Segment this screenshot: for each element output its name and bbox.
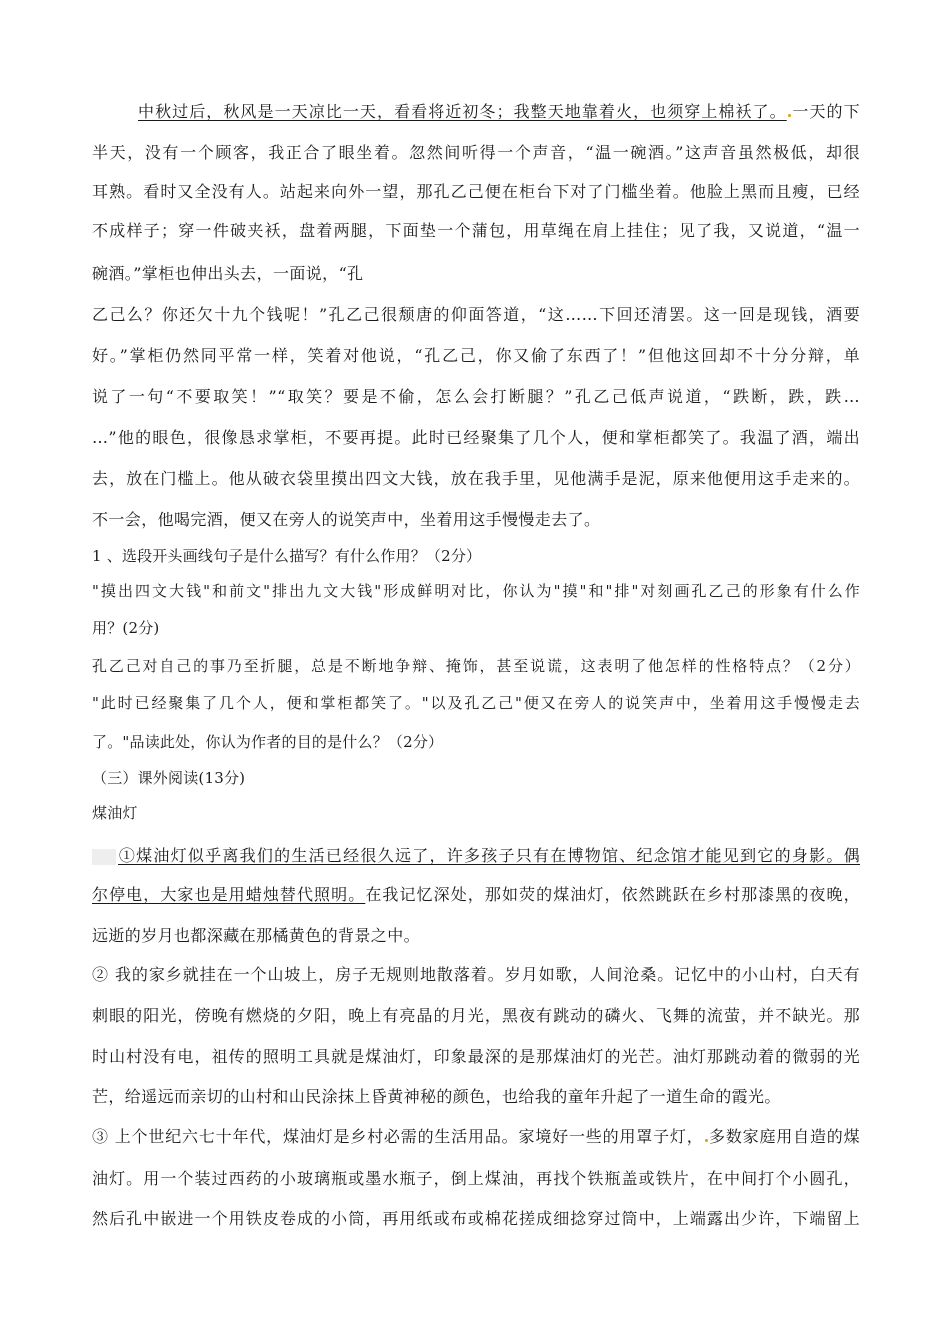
- passage1-text: 一天的下: [791, 102, 861, 121]
- passage1-line-2: 半天，没有一个顾客，我正合了眼坐着。忽然间听得一个声音，“温一碗酒。”这声音虽然极低，却很: [92, 143, 860, 162]
- passage1-line-5: 碗酒。”掌柜也伸出头去，一面说，“孔: [92, 264, 364, 283]
- question-2-line-2: 用？(2分): [92, 619, 160, 637]
- indent-shading: [92, 849, 116, 865]
- passage2-p2-line-1: ② 我的家乡就挂在一个山坡上，房子无规则地散落着。岁月如歌，人间沧桑。记忆中的小山村，白天有: [92, 965, 860, 984]
- underlined-sentence: 尔停电，大家也是用蜡烛替代照明。: [92, 885, 366, 904]
- passage2-text: ③ 上个世纪六七十年代，煤油灯是乡村必需的生活用品。家境好一些的用罩子灯，: [92, 1127, 704, 1146]
- question-4-line-2: 了。"品读此处，你认为作者的目的是什么？（2分）: [92, 733, 444, 751]
- passage1-line-8: 说了一句“不要取笑！”“取笑？要是不偷，怎么会打断腿？”孔乙己低声说道，“跌断，跌，跌…: [92, 387, 860, 406]
- highlight-mark: [788, 114, 791, 117]
- passage2-p2-line-3: 时山村没有电，祖传的照明工具就是煤油灯，印象最深的是那煤油灯的光芒。油灯那跳动着的微弱的光: [92, 1047, 860, 1066]
- passage2-p1-line-3: 远逝的岁月也都深藏在那橘黄色的背景之中。: [92, 926, 421, 945]
- question-2-line-1: "摸出四文大钱"和前文"排出九文大钱"形成鲜明对比，你认为"摸"和"排"对刻画孔乙己的形象有什么作: [92, 582, 860, 600]
- passage2-p2-line-4: 芒，给遥远而亲切的山村和山民涂抹上昏黄神秘的颜色，也给我的童年升起了一道生命的霞光。: [92, 1087, 781, 1106]
- passage1-line-4: 不成样子；穿一件破夹袄，盘着两腿，下面垫一个蒲包，用草绳在肩上挂住；见了我，又说道，“温一: [92, 221, 860, 240]
- passage1-line-6: 乙己么？你还欠十九个钱呢！”孔乙己很颓唐的仰面答道，“这……下回还清罢。这一回是现钱，酒要: [92, 305, 860, 324]
- passage2-p1-line-2: [92, 885, 860, 905]
- passage1-line-3: 耳熟。看时又全没有人。站起来向外一望，那孔乙己便在柜台下对了门槛坐着。他脸上黑而且瘦，已经: [92, 182, 860, 201]
- passage2-p2-line-2: 刺眼的阳光，傍晚有燃烧的夕阳，晚上有亮晶的月光，黑夜有跳动的磷火、飞舞的流萤，并不缺光。那: [92, 1006, 860, 1025]
- section-heading: （三）课外阅读(13分): [92, 769, 246, 787]
- passage2-p1-line-1: [92, 846, 860, 866]
- passage1-line-1: [92, 102, 860, 122]
- passage1-line-10: 去，放在门槛上。他从破衣袋里摸出四文大钱，放在我手里，见他满手是泥，原来他便用这手走来的。: [92, 469, 860, 488]
- passage1-line-7: 好。”掌柜仍然同平常一样，笑着对他说，“孔乙己，你又偷了东西了！”但他这回却不十分分辩，单: [92, 346, 860, 365]
- question-1: 1 、选段开头画线句子是什么描写？有什么作用？（2分）: [92, 547, 482, 565]
- article-title: 煤油灯: [92, 804, 138, 822]
- passage2-p3-line-3: 然后孔中嵌进一个用铁皮卷成的小筒，再用纸或布或棉花搓成细捻穿过筒中，上端露出少许，下端留上: [92, 1209, 860, 1228]
- passage1-line-9: …”他的眼色，很像恳求掌柜，不要再提。此时已经聚集了几个人，便和掌柜都笑了。我温了酒，端出: [92, 428, 860, 447]
- passage2-p3-line-1: [92, 1127, 860, 1147]
- underlined-sentence: 中秋过后，秋风是一天凉比一天，看看将近初冬；我整天地靠着火，也须穿上棉袄了。: [138, 102, 787, 121]
- highlight-mark: [705, 1139, 708, 1142]
- passage2-p3-line-2: 油灯。用一个装过西药的小玻璃瓶或墨水瓶子，倒上煤油，再找个铁瓶盖或铁片，在中间打个小圆孔，: [92, 1169, 860, 1188]
- passage1-line-11: 不一会，他喝完酒，便又在旁人的说笑声中，坐着用这手慢慢走去了。: [92, 510, 601, 529]
- underlined-sentence: ①煤油灯似乎离我们的生活已经很久远了，许多孩子只有在博物馆、纪念馆才能见到它的身影。偶: [118, 846, 860, 865]
- question-3: 孔乙己对自己的事乃至折腿，总是不断地争辩、掩饰，甚至说谎，这表明了他怎样的性格特点？（2分）: [92, 657, 860, 675]
- question-4-line-1: "此时已经聚集了几个人，便和掌柜都笑了。"以及孔乙己"便又在旁人的说笑声中，坐着用这手慢慢走去: [92, 694, 860, 712]
- passage2-text: 在我记忆深处，那如荧的煤油灯，依然跳跃在乡村那漆黑的夜晚，: [365, 885, 860, 904]
- passage2-text: 多数家庭用自造的煤: [708, 1127, 860, 1146]
